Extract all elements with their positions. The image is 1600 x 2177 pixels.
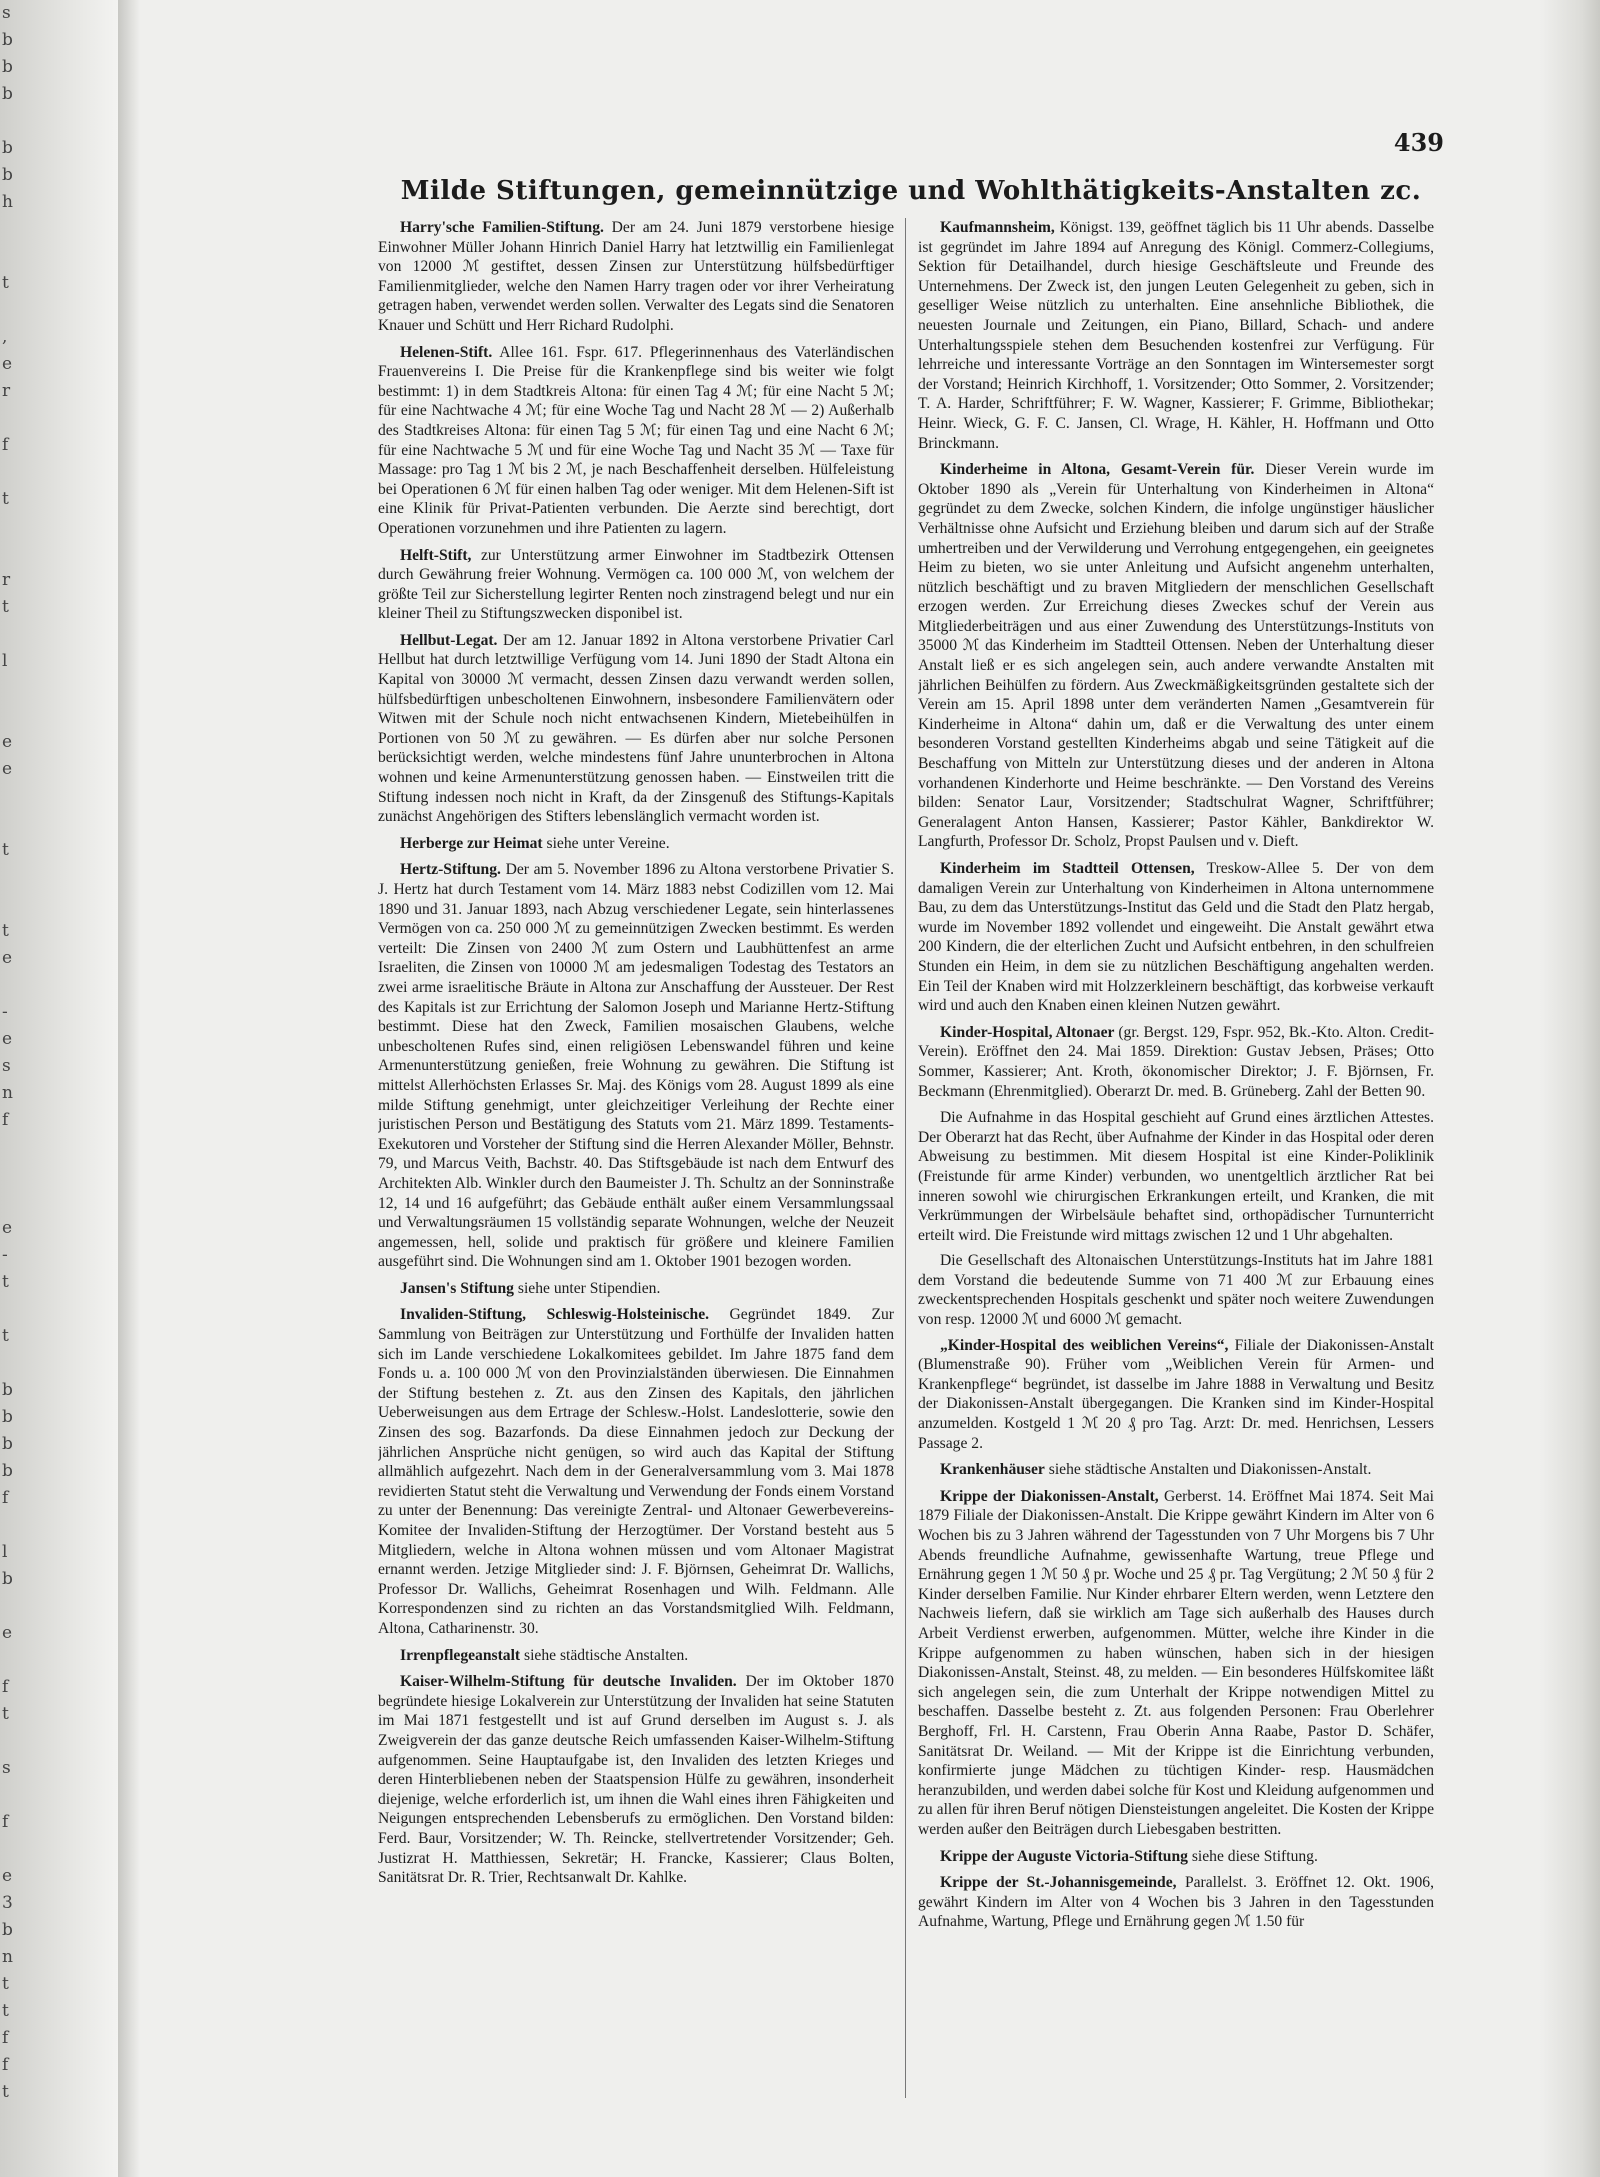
directory-entry [918, 1108, 1434, 1245]
entry-heading: Krippe der St.-Johannisgemeinde, [940, 1874, 1177, 1892]
entry-text: Dieser Verein wurde im Oktober 1890 als „Verein für Unterhaltung von Kinderheimen in Altona“ gegründet zu dem Zwecke, solchen Kindern, die infolge ungünstiger häuslicher Verhältnisse ohne Aufsicht und Erziehung bleiben und darum sich auf der Straße umhertreiben und der Verwilderung und Verrohung entgegengehen, ein geeignetes Heim zu bieten, wo sie unter Anleitung und Aufsicht angenehm unterhalten, nützlich beschäftigt und zu braven Mitgliedern der menschlichen Gesellschaft erzogen werden. Zur Erreichung dieses Zweckes schuf der Verein aus Mitgliederbeiträgen und aus einer Zuwendung des Unterstützungs-Instituts von 35000 ℳ das Kinderheim im Stadtteil Ottensen. Neben der Unterhaltung dieser Anstalt ließ er es sich angelegen sein, auch andere verwandte Anstalten mit jährlichen Beihülfen zu fördern. Aus Zweckmäßigkeitsgründen gestaltete sich der Verein am 15. April 1898 unter dem veränderten Namen „Gesamtverein für Kinderheime in Altona“ dahin um, daß er die Verwaltung des unter einem besonderen Vorstand gestellten Kinderheims abgab und seine Tätigkeit auf die Beschaffung von Mitteln zur Unterstützung dieses und der anderen in Altona vorhandenen Kinderhorte und Heime beschränkte. — Den Vorstand des Vereins bilden: Senator Laur, Vorsitzender; Stadtschulrat Wagner, Schriftführer; Generalagent Anton Hansen, Kassierer; Pastor Kähler, Bankdirektor W. Langfurth, Professor Dr. Scholz, Propst Paulsen und v. Dieft. [918, 461, 1434, 851]
entry-text: Gerberst. 14. Eröffnet Mai 1874. Seit Mai 1879 Filiale der Diakonissen-Anstalt. Die Krippe gewährt Kindern im Alter von 6 Wochen bis zu 3 Jahren während der Tagesstunden von 7 Uhr Morgens bis 7 Uhr Abends freundliche Aufnahme, gewissenhafte Wartung, treue Pflege und Ernährung gegen 1 ℳ 50 ₰ pr. Woche und 25 ₰ pr. Tag Vergütung; 2 ℳ 50 ₰ für 2 Kinder derselben Familie. Nur Kinder ehrbarer Eltern werden, wenn Letztere den Nachweis liefern, daß sie wirklich am Tage sich außerhalb des Hauses durch Arbeit Verdienst erwerben, aufgenommen. Mütter, welche ihre Kinder in die Krippe aufgenommen zu haben wünschen, haben sich in der hiesigen Diakonissen-Anstalt, Steinst. 48, zu melden. — Ein besonderes Hülfskomitee läßt sich angelegen sein, die zum Unterhalt der Krippe notwendigen Mittel zu beschaffen. Dasselbe besteht z. Zt. aus folgenden Personen: Frau Oberlehrer Berghoff, Frl. H. Carstenn, Frau Oberin Anna Raabe, Pastor D. Schäfer, Sanitätsrat Dr. Weiland. — Mit der Krippe ist die Einrichtung verbunden, konfirmierte junge Mädchen zu tüchtigen Kinder- resp. Hausmädchen heranzubilden, und werden dabei solche für Kost und Kleidung aufgenommen und zu allen für ihren Beruf nötigen Diensteistungen angeleitet. Die Kosten der Krippe werden außer den Beiträgen durch Liebesgaben bestritten. [918, 1487, 1434, 1838]
directory-entry [378, 1646, 894, 1666]
directory-entry [918, 1251, 1434, 1329]
entry-text: Der am 24. Juni 1879 verstorbene hiesige Einwohner Müller Johann Hinrich Daniel Harry hat letztwillig ein Familienlegat von 12000 ℳ gestiftet, dessen Zinsen zur Unterstützung hülfsbedürftiger Familienmitglieder, welche den Namen Harry tragen oder vor ihrer Verheiratung getragen haben, verwendet werden sollen. Verwalter des Legats sind die Senatoren Knauer und Schütt und Herr Richard Rudolphi. [378, 219, 894, 334]
entry-text: Treskow-Allee 5. Der von dem damaligen Verein zur Unterhaltung von Kinderheimen in Altona unternommene Bau, zu dem das Unterstützungs-Institut das Geld und die Stadt den Platz hergab, wurde im November 1892 vollendet und eingeweiht. Die Anstalt gewährt etwa 200 Kindern, die der elterlichen Zucht und Aufsicht entbehren, in den schulfreien Stunden ein Heim, in dem sie zu nützlichen Beschäftigung angehalten werden. Ein Teil der Knaben wird mit Holzzerkleinern beschäftigt, das korbweise verkauft wird und auch den Knaben einen kleinen Nutzen gewährt. [918, 860, 1434, 1015]
directory-entry [378, 1672, 894, 1888]
entry-heading: Krippe der Auguste Victoria-Stiftung [940, 1847, 1188, 1865]
entry-heading: Hellbut-Legat. [400, 631, 498, 649]
directory-entry [918, 218, 1434, 453]
entry-heading: Hertz-Stiftung. [400, 861, 501, 879]
entry-heading: Herberge zur Heimat [400, 834, 543, 852]
directory-entry [918, 1847, 1434, 1867]
directory-entry [918, 1487, 1434, 1840]
entry-heading: „Kinder-Hospital des weiblichen Vereins“, [940, 1336, 1229, 1354]
entry-heading: Harry'sche Familien-Stiftung. [400, 219, 604, 236]
entry-heading: Kinderheime in Altona, Gesamt-Verein für. [940, 461, 1255, 479]
directory-entry [918, 1460, 1434, 1480]
directory-entry [378, 1279, 894, 1299]
entry-heading: Kaiser-Wilhelm-Stiftung für deutsche Invaliden. [400, 1673, 737, 1691]
entry-text: Gegründet 1849. Zur Sammlung von Beiträgen zur Unterstützung und Forthülfe der Invaliden hatten sich im Lande verschiedene Lokalkomitees gebildet. Im Jahre 1875 fand dem Fonds u. a. 100 000 ℳ von den Provinzialständen überwiesen. Die Einnahmen der Stiftung bestehen z. Zt. aus den Zinsen des Kapitals, den jährlichen Ueberweisungen aus dem Ertrage der Schlesw.-Holst. Landeslotterie, sowie den Zinsen des sog. Bazarfonds. Da diese Einnahmen jedoch zur Deckung der jährlichen Ansprüche nicht genügen, so wird auch das Kapital der Stiftung allmählich aufgezehrt. Nach dem in der Generalversammlung vom 3. Mai 1878 revidierten Statut steht die Verwaltung und Verwendung der Fonds einem Vorstand zu unter der Benennung: Das vereinigte Zentral- und Altonaer Gewerbevereins-Komitee der Invaliden-Stiftung der Herzogtümer. Der Vorstand besteht aus 5 Mitgliedern, welche in Altona wohnen müssen und vom Altonaer Magistrat ernannt werden. Jetzige Mitglieder sind: J. F. Björnsen, Geheimrat Dr. Wallichs, Professor Dr. Wallichs, Geheimrat Rosenhagen und Wilh. Feldmann. Alle Korrespondenzen sind zu richten an das Vorstandsmitglied Wilh. Feldmann, Altona, Catharinenstr. 30. [378, 1306, 894, 1637]
entry-heading: Kinder-Hospital, Altonaer [940, 1023, 1115, 1041]
directory-entry [378, 1305, 894, 1638]
previous-page-edge [0, 0, 120, 2177]
entry-text: siehe diese Stiftung. [1191, 1847, 1318, 1865]
running-head: Milde Stiftungen, gemeinnützige und Wohlthätigkeits-Anstalten zc. [400, 176, 1422, 206]
left-column [378, 218, 894, 2108]
entry-text: (gr. Bergst. 129, Fspr. 952, Bk.-Kto. Alton. Credit-Verein). Eröffnet den 24. Mai 1859. Direktion: Gustav Jebsen, Präses; Otto Sommer, Kassierer; Ant. Kroth, ökonomischer Direktor; J. F. Björnsen, Fr. Beckmann (Ehrenmitglied). Oberarzt Dr. med. B. Grüneberg. Zahl der Betten 90. [918, 1023, 1434, 1100]
directory-entry [918, 1336, 1434, 1454]
directory-entry [378, 834, 894, 854]
directory-entry [378, 218, 894, 336]
entry-text: Der am 12. Januar 1892 in Altona verstorbene Privatier Carl Hellbut hat durch letztwillige Verfügung vom 14. Juni 1890 der Stadt Altona ein Kapital von 30000 ℳ vermacht, dessen Zinsen dazu verwandt werden sollen, hülfsbedürftigen unbescholtenen Einwohnern, insbesondere Familienvätern oder Witwen mit der Schule noch nicht entwachsenen Kindern, Mietebeihülfen in Portionen von 50 ℳ zu gewähren. — Es dürfen aber nur solche Personen berücksichtigt werden, welche mindestens fünf Jahre ununterbrochen in Altona wohnen und keine Armenunterstützung genossen haben. — Einstweilen tritt die Stiftung indessen noch nicht in Kraft, da der Zinsgenuß des Stiftungs-Kapitals zunächst Angehörigen des Stifters lebenslänglich vermacht worden ist. [378, 631, 894, 826]
entry-heading: Jansen's Stiftung [400, 1279, 514, 1297]
page-number: 439 [1393, 128, 1444, 157]
entry-heading: Helft-Stift, [400, 546, 472, 564]
entry-heading: Helenen-Stift. [400, 343, 493, 361]
right-edge-shadow [1540, 0, 1600, 2177]
entry-text: siehe unter Stipendien. [517, 1279, 661, 1297]
directory-entry [378, 860, 894, 1271]
entry-text: Allee 161. Fspr. 617. Pflegerinnenhaus des Vaterländischen Frauenvereins I. Die Preise für die Krankenpflege sind bis weiter wie folgt bestimmt: 1) in dem Stadtkreis Altona: für einen Tag 4 ℳ; für eine Nacht 5 ℳ; für eine Nachtwache 4 ℳ; für eine Woche Tag und Nacht 28 ℳ — 2) Außerhalb des Stadtkreises Altona: für einen Tag 5 ℳ; für einen Tag und eine Nacht 6 ℳ; für eine Nachtwache 5 ℳ und für eine Woche Tag und Nacht 35 ℳ — Taxe für Massage: pro Tag 1 ℳ bis 2 ℳ, je nach Beschaffenheit derselben. Hülfeleistung bei Operationen 6 ℳ für einen halben Tag oder weniger. Mit dem Helenen-Sift ist eine Klinik für Privat-Patienten verbunden. Die Aerzte sind berechtigt, dort Operationen vorzunehmen und ihre Patienten zu lagern. [378, 343, 894, 537]
directory-entry [918, 1023, 1434, 1101]
entry-heading: Kaufmannsheim, [940, 219, 1055, 236]
directory-entry [378, 343, 894, 539]
column-divider [905, 218, 906, 2098]
entry-text: siehe städtische Anstalten und Diakonissen-Anstalt. [1048, 1461, 1372, 1479]
entry-text: siehe unter Vereine. [546, 834, 670, 852]
directory-entry [378, 631, 894, 827]
document-page [378, 128, 1460, 2114]
entry-text: Die Aufnahme in das Hospital geschieht auf Grund eines ärztlichen Attestes. Der Oberarzt hat das Recht, über Aufnahme der Kinder in das Hospital oder deren Abweisung zu bestimmen. Mit diesem Hospital ist eine Kinder-Poliklinik (Freistunde für arme Kinder) verbunden, wo unentgeltlich ärztlicher Rat bei inneren sowohl wie chirurgischen Erkrankungen erteilt, und Kranken, die mit Verkrümmungen der Wirbelsäule behaftet sind, orthopädischer Turnunterricht erteilt wird. Die Freistunde wird mittags zwischen 12 und 1 Uhr abgehalten. [918, 1109, 1434, 1244]
directory-entry [378, 546, 894, 624]
entry-heading: Invaliden-Stiftung, Schleswig-Holsteinische. [400, 1306, 710, 1324]
entry-heading: Kinderheim im Stadtteil Ottensen, [940, 860, 1195, 877]
right-column [918, 218, 1434, 2108]
entry-text: Der im Oktober 1870 begründete hiesige Lokalverein zur Unterstützung der Invaliden hat seine Statuten im Mai 1871 festgestellt und ist auf Grund derselben im August s. J. als Zweigverein der das ganze deutsche Reich umfassenden Kaiser-Wilhelm-Stiftung aufgenommen. Seine Hauptaufgabe ist, den Invaliden des letzten Krieges und deren Hinterbliebenen neben der Staatspension Hülfe zu gewähren, insonderheit diejenige, welche erforderlich ist, um ihnen die Wahl eines ihren Fähigkeiten und Neigungen entsprechenden Lebensberufs zu ermöglichen. Den Vorstand bilden: Ferd. Baur, Vorsitzender; W. Th. Reincke, stellvertretender Vorsitzender; Geh. Justizrat H. Matthiessen, Sekretär; H. Francke, Kassierer; Claus Bolten, Sanitätsrat Dr. R. Trier, Rechtsanwalt Dr. Kahlke. [378, 1673, 894, 1887]
entry-heading: Krippe der Diakonissen-Anstalt, [940, 1487, 1159, 1505]
entry-heading: Irrenpflegeanstalt [400, 1646, 521, 1664]
entry-text: Parallelst. 3. Eröffnet 12. Okt. 1906, gewährt Kindern im Alter von 4 Wochen bis 3 Jahren in den Tagesstunden Aufnahme, Wartung, Pflege und Ernährung gegen ℳ 1.50 für [918, 1874, 1434, 1931]
entry-heading: Krankenhäuser [940, 1461, 1045, 1479]
entry-text: siehe städtische Anstalten. [524, 1646, 689, 1664]
entry-text: zur Unterstützung armer Einwohner im Stadtbezirk Ottensen durch Gewährung freier Wohnung. Vermögen ca. 100 000 ℳ, von welchem der größte Teil zur Sicherstellung legirter Renten noch zinstragend belegt und nur ein kleiner Theil zu Stiftungszwecken disponibel ist. [378, 546, 894, 623]
previous-page-text-fragments: s b b b b b h t , e r f t r t l e e t t e - e s n f e - t t b b b b f l b e f t s f e 3 b n t t f f t [2, 3, 13, 2102]
entry-text: Filiale der Diakonissen-Anstalt (Blumenstraße 90). Früher vom „Weiblichen Verein für Armen- und Krankenpflege“ begründet, ist dasselbe im Jahre 1888 in Verwaltung und Besitz der Diakonissen-Anstalt übergegangen. Die Kranken sind im Kinder-Hospital anzumelden. Kostgeld 1 ℳ 20 ₰ pro Tag. Arzt: Dr. med. Henrichsen, Lessers Passage 2. [918, 1336, 1434, 1452]
directory-entry [918, 460, 1434, 852]
directory-entry [918, 859, 1434, 1016]
directory-entry [918, 1873, 1434, 1932]
entry-text: Die Gesellschaft des Altonaischen Unterstützungs-Instituts hat im Jahre 1881 dem Vorstand die bedeutende Summe von 71 400 ℳ zur Erbauung eines zweckentsprechenden Hospitals geschenkt und später noch weitere Zuwendungen von resp. 12000 ℳ und 6000 ℳ gemacht. [918, 1252, 1434, 1329]
entry-text: Königst. 139, geöffnet täglich bis 11 Uhr abends. Dasselbe ist gegründet im Jahre 1894 auf Anregung des Königl. Commerz-Collegiums, Sektion für Detailhandel, durch hiesige Geschäftsleute und Freunde des Unternehmens. Der Zweck ist, den jungen Leuten Gelegenheit zu geben, sich in geselliger Weise nützlich zu unterhalten. Eine ansehnliche Bibliothek, die neuesten Journale und Zeitungen, ein Piano, Billard, Schach- und andere Unterhaltungsspiele stehen dem Besuchenden kostenfrei zur Verfügung. Für lehrreiche und interessante Vorträge an den Sonntagen im Wintersemester sorgt der Vorstand; Heinrich Kirchhoff, 1. Vorsitzender; Otto Sommer, 2. Vorsitzender; T. A. Harder, Schriftführer; F. W. Wagner, Kassierer; F. Grimme, Bibliothekar; Heinr. Wieck, G. F. C. Jansen, Cl. Wrage, H. Kähler, H. Hoffmann und Otto Brinckmann. [918, 219, 1434, 452]
entry-text: Der am 5. November 1896 zu Altona verstorbene Privatier S. J. Hertz hat durch Testament vom 14. März 1883 nebst Codizillen vom 12. Mai 1890 und 31. Januar 1893, nach Abzug verschiedener Legate, sein hinterlassenes Vermögen von ca. 250 000 ℳ zu gemeinnützigen Zwecken bestimmt. Es werden verteilt: Die Zinsen von 2400 ℳ zum Ostern und Laubhüttenfest an arme Israeliten, die Zinsen von 10000 ℳ am jedesmaligen Todestag des Testators an zwei arme israelitische Bräute in Altona zur Anschaffung der Aussteuer. Der Rest des Kapitals ist zur Errichtung der Salomon Joseph und Marianne Hertz-Stiftung bestimmt. Diese hat den Zweck, Familien mosaischen Glaubens, welche unbescholtenen Rufes sind, einen religiösen Lebenswandel führen und keine Armenunterstützung genießen, freie Wohnung zu gewähren. Die Stiftung ist mittelst Allerhöchsten Erlasses Sr. Maj. des Königs vom 28. August 1899 als eine milde Stiftung genehmigt, unter gleichzeitiger Verleihung der Rechte einer juristischen Person und Bestätigung des Statuts vom 21. März 1899. Testaments-Exekutoren und Vorsteher der Stiftung sind die Herren Alexander Möller, Behnstr. 79, und Marcus Veith, Bachstr. 40. Das Stiftsgebäude ist nach dem Entwurf des Architekten Alb. Winkler durch den Baumeister J. Th. Schultz an der Sonninstraße 12, 14 und 16 aufgeführt; das Gebäude enthält außer einem Versammlungssaal und Verwaltungsräumen 15 vollständig separate Wohnungen, welche der Neuzeit angemessen, hell, solide und praktisch für größere und kleinere Familien ausgeführt sind. Die Wohnungen sind am 1. Oktober 1901 bezogen worden. [378, 861, 894, 1271]
gutter-shadow [118, 0, 140, 2177]
